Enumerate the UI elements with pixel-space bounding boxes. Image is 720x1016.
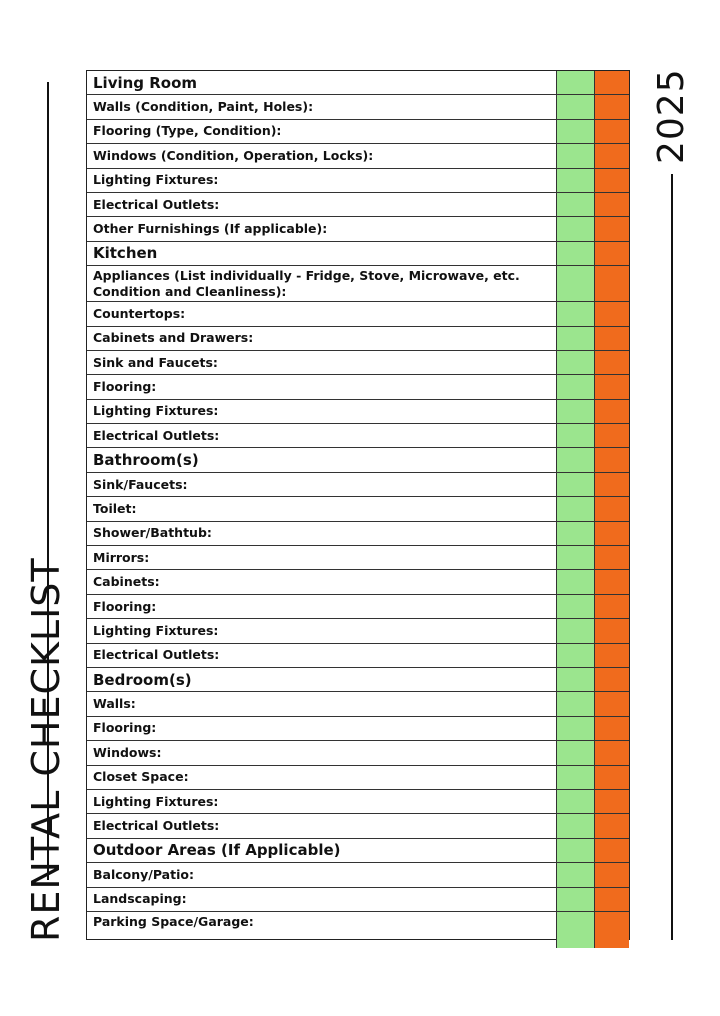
green-check-cell[interactable] (557, 95, 595, 118)
green-check-cell[interactable] (557, 766, 595, 789)
checklist-row (87, 266, 629, 302)
green-check-cell[interactable] (557, 912, 595, 948)
green-check-cell[interactable] (557, 595, 595, 618)
orange-check-cell[interactable] (595, 790, 629, 813)
item-label: Walls (Condition, Paint, Holes): (87, 95, 557, 118)
checklist-row (87, 644, 629, 668)
item-label: Shower/Bathtub: (87, 522, 557, 545)
item-label: Parking Space/Garage: (87, 912, 557, 948)
section-header-row (87, 242, 629, 266)
green-check-cell[interactable] (557, 888, 595, 911)
orange-check-cell[interactable] (595, 595, 629, 618)
orange-check-cell[interactable] (595, 717, 629, 740)
checklist-row (87, 169, 629, 193)
green-check-cell[interactable] (557, 814, 595, 837)
checklist-row (87, 95, 629, 119)
item-label: Lighting Fixtures: (87, 400, 557, 423)
orange-check-cell[interactable] (595, 193, 629, 216)
section-title: Bathroom(s) (87, 448, 557, 471)
checklist-row (87, 766, 629, 790)
checklist-row (87, 193, 629, 217)
item-label: Lighting Fixtures: (87, 169, 557, 192)
orange-check-cell[interactable] (595, 327, 629, 350)
green-check-cell[interactable] (557, 71, 595, 94)
checklist-row (87, 619, 629, 643)
checklist-row (87, 546, 629, 570)
section-title: Outdoor Areas (If Applicable) (87, 839, 557, 862)
orange-check-cell[interactable] (595, 71, 629, 94)
orange-check-cell[interactable] (595, 242, 629, 265)
green-check-cell[interactable] (557, 570, 595, 593)
checklist-row (87, 302, 629, 326)
section-header-row (87, 668, 629, 692)
item-label: Toilet: (87, 497, 557, 520)
green-check-cell[interactable] (557, 424, 595, 447)
orange-check-cell[interactable] (595, 120, 629, 143)
green-check-cell[interactable] (557, 717, 595, 740)
checklist-row (87, 692, 629, 716)
item-label: Balcony/Patio: (87, 863, 557, 886)
green-check-cell[interactable] (557, 522, 595, 545)
orange-check-cell[interactable] (595, 351, 629, 374)
orange-check-cell[interactable] (595, 546, 629, 569)
orange-check-cell[interactable] (595, 766, 629, 789)
orange-check-cell[interactable] (595, 619, 629, 642)
orange-check-cell[interactable] (595, 302, 629, 325)
checklist-row (87, 741, 629, 765)
green-check-cell[interactable] (557, 497, 595, 520)
section-title: Bedroom(s) (87, 668, 557, 691)
checklist-row (87, 497, 629, 521)
item-label: Lighting Fixtures: (87, 790, 557, 813)
item-label: Flooring (Type, Condition): (87, 120, 557, 143)
orange-check-cell[interactable] (595, 644, 629, 667)
section-header-row (87, 839, 629, 863)
item-label: Flooring: (87, 717, 557, 740)
checklist-row (87, 717, 629, 741)
green-check-cell[interactable] (557, 351, 595, 374)
checklist-row (87, 863, 629, 887)
checklist-row (87, 120, 629, 144)
orange-check-cell[interactable] (595, 266, 629, 301)
green-check-cell[interactable] (557, 242, 595, 265)
item-label: Sink/Faucets: (87, 473, 557, 496)
item-label: Appliances (List individually - Fridge, Stove, Microwave, etc. Condition and Cleanliness): (87, 266, 557, 301)
green-check-cell[interactable] (557, 668, 595, 691)
green-check-cell[interactable] (557, 546, 595, 569)
checklist-row (87, 814, 629, 838)
green-check-cell[interactable] (557, 375, 595, 398)
orange-check-cell[interactable] (595, 473, 629, 496)
checklist-row (87, 473, 629, 497)
green-check-cell[interactable] (557, 619, 595, 642)
item-label: Cabinets and Drawers: (87, 327, 557, 350)
green-check-cell[interactable] (557, 400, 595, 423)
orange-check-cell[interactable] (595, 95, 629, 118)
green-check-cell[interactable] (557, 644, 595, 667)
checklist-row (87, 351, 629, 375)
orange-check-cell[interactable] (595, 169, 629, 192)
green-check-cell[interactable] (557, 448, 595, 471)
green-check-cell[interactable] (557, 302, 595, 325)
section-title: Living Room (87, 71, 557, 94)
checklist-row (87, 522, 629, 546)
orange-check-cell[interactable] (595, 863, 629, 886)
section-header-row (87, 71, 629, 95)
item-label: Windows (Condition, Operation, Locks): (87, 144, 557, 167)
checklist-row (87, 888, 629, 912)
item-label: Other Furnishings (If applicable): (87, 217, 557, 240)
checklist-row (87, 327, 629, 351)
green-check-cell[interactable] (557, 692, 595, 715)
orange-check-cell[interactable] (595, 497, 629, 520)
item-label: Landscaping: (87, 888, 557, 911)
orange-check-cell[interactable] (595, 144, 629, 167)
section-title: Kitchen (87, 242, 557, 265)
item-label: Electrical Outlets: (87, 424, 557, 447)
checklist-row (87, 424, 629, 448)
year-label: 2025 (651, 68, 692, 164)
orange-check-cell[interactable] (595, 448, 629, 471)
year-rule (671, 174, 673, 940)
section-header-row (87, 448, 629, 472)
checklist-row (87, 912, 629, 948)
item-label: Windows: (87, 741, 557, 764)
green-check-cell[interactable] (557, 741, 595, 764)
checklist-row (87, 400, 629, 424)
green-check-cell[interactable] (557, 144, 595, 167)
checklist-row (87, 790, 629, 814)
orange-check-cell[interactable] (595, 375, 629, 398)
item-label: Electrical Outlets: (87, 193, 557, 216)
orange-check-cell[interactable] (595, 814, 629, 837)
green-check-cell[interactable] (557, 266, 595, 301)
green-check-cell[interactable] (557, 217, 595, 240)
checklist-row (87, 595, 629, 619)
green-check-cell[interactable] (557, 193, 595, 216)
green-check-cell[interactable] (557, 790, 595, 813)
item-label: Countertops: (87, 302, 557, 325)
green-check-cell[interactable] (557, 839, 595, 862)
item-label: Flooring: (87, 595, 557, 618)
orange-check-cell[interactable] (595, 522, 629, 545)
year-block (652, 64, 692, 940)
orange-check-cell[interactable] (595, 912, 629, 948)
green-check-cell[interactable] (557, 120, 595, 143)
item-label: Electrical Outlets: (87, 814, 557, 837)
orange-check-cell[interactable] (595, 888, 629, 911)
item-label: Cabinets: (87, 570, 557, 593)
orange-check-cell[interactable] (595, 839, 629, 862)
item-label: Lighting Fixtures: (87, 619, 557, 642)
orange-check-cell[interactable] (595, 741, 629, 764)
green-check-cell[interactable] (557, 169, 595, 192)
checklist-table (86, 70, 630, 940)
orange-check-cell[interactable] (595, 668, 629, 691)
orange-check-cell[interactable] (595, 217, 629, 240)
orange-check-cell[interactable] (595, 692, 629, 715)
checklist-row (87, 375, 629, 399)
page-title: RENTAL CHECKLIST (24, 557, 68, 942)
green-check-cell[interactable] (557, 863, 595, 886)
item-label: Sink and Faucets: (87, 351, 557, 374)
orange-check-cell[interactable] (595, 570, 629, 593)
orange-check-cell[interactable] (595, 400, 629, 423)
checklist-row (87, 144, 629, 168)
orange-check-cell[interactable] (595, 424, 629, 447)
checklist-row (87, 217, 629, 241)
item-label: Walls: (87, 692, 557, 715)
item-label: Electrical Outlets: (87, 644, 557, 667)
item-label: Mirrors: (87, 546, 557, 569)
side-title (24, 82, 68, 942)
item-label: Closet Space: (87, 766, 557, 789)
checklist-row (87, 570, 629, 594)
green-check-cell[interactable] (557, 473, 595, 496)
item-label: Flooring: (87, 375, 557, 398)
green-check-cell[interactable] (557, 327, 595, 350)
